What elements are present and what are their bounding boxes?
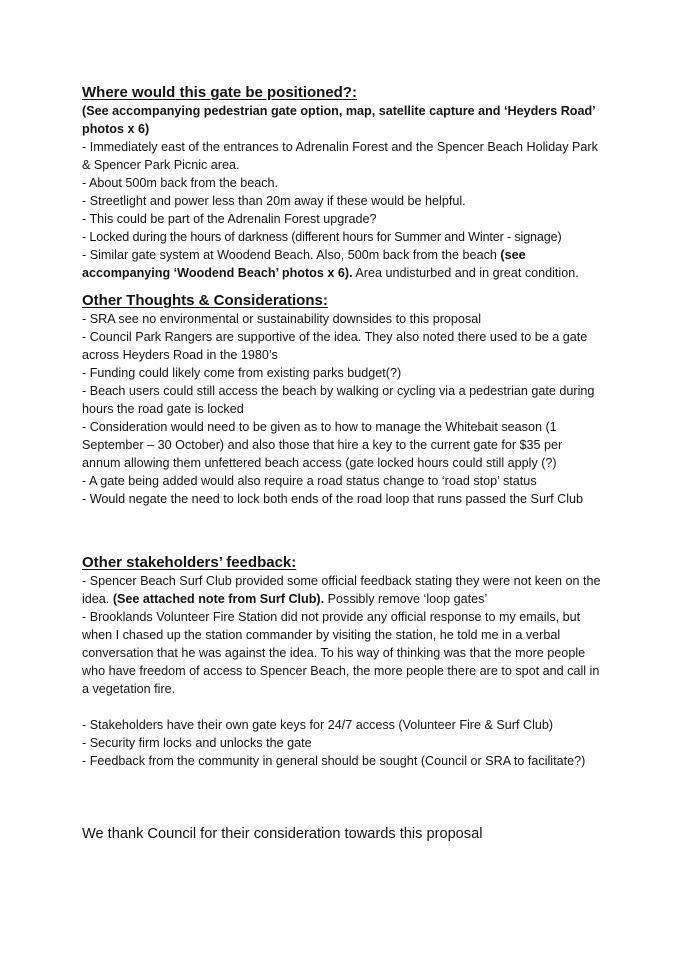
list-item-text: - Spencer Beach Surf Club provided some official feedback stating they were not keen on the idea. [82, 574, 601, 606]
list-item: - This could be part of the Adrenalin Forest upgrade? [82, 212, 377, 226]
list-item-text: Area undisturbed and in great condition. [352, 266, 579, 280]
section-intro: (See accompanying pedestrian gate option, map, satellite capture and ‘Heyders Road’ photos x 6) [82, 104, 595, 136]
list-item-emphasis: (see accompanying ‘Woodend Beach’ photos x 6). [82, 248, 526, 280]
section-stakeholder-feedback [82, 554, 602, 770]
section-gate-position [82, 84, 602, 282]
section-heading: Other stakeholders’ feedback: [82, 554, 297, 571]
list-item: - A gate being added would also require a road status change to ‘road stop’ status [82, 474, 537, 488]
list-item: - Consideration would need to be given as to how to manage the Whitebait season (1 September – 30 October) and also those that hire a key to the current gate for $35 per annum allowing them unfettered beach access (gate locked hours could still apply (?) [82, 420, 563, 470]
list-item: - Immediately east of the entrances to Adrenalin Forest and the Spencer Beach Holiday Park & Spencer Park Picnic area. [82, 140, 598, 172]
spacer [82, 698, 602, 716]
list-item: - Feedback from the community in general should be sought (Council or SRA to facilitate?) [82, 754, 586, 768]
section-heading: Other Thoughts & Considerations: [82, 292, 328, 309]
list-item [82, 572, 602, 608]
section-heading: Where would this gate be positioned?: [82, 84, 358, 101]
list-item: - Beach users could still access the beach by walking or cycling via a pedestrian gate during hours the road gate is locked [82, 384, 595, 416]
list-item: - Brooklands Volunteer Fire Station did not provide any official response to my emails, but when I chased up the station commander by visiting the station, he told me in a verbal conversation that he was against the idea. To his way of thinking was that the more people who have freedom of access to Spencer Beach, the more people there are to spot and call in a vegetation fire. [82, 610, 600, 696]
section-other-thoughts [82, 292, 602, 508]
list-item: - Would negate the need to lock both ends of the road loop that runs passed the Surf Club [82, 492, 584, 506]
list-item: - Funding could likely come from existing parks budget(?) [82, 366, 402, 380]
list-item [82, 246, 602, 282]
list-item: - SRA see no environmental or sustainability downsides to this proposal [82, 312, 482, 326]
list-item-emphasis: (See attached note from Surf Club). [112, 592, 325, 606]
list-item: - About 500m back from the beach. [82, 176, 279, 190]
list-item: - Stakeholders have their own gate keys for 24/7 access (Volunteer Fire & Surf Club) [82, 718, 554, 732]
closing-statement: We thank Council for their consideration towards this proposal [82, 826, 483, 842]
list-item: - Locked during the hours of darkness (different hours for Summer and Winter - signage) [82, 230, 562, 244]
list-item-text: Possibly remove ‘loop gates’ [324, 592, 488, 606]
list-item: - Streetlight and power less than 20m away if these would be helpful. [82, 194, 466, 208]
list-item: - Security firm locks and unlocks the gate [82, 736, 312, 750]
list-item: - Council Park Rangers are supportive of the idea. They also noted there used to be a gate across Heyders Road in the 1980’s [82, 330, 588, 362]
list-item-text: - Similar gate system at Woodend Beach. Also, 500m back from the beach [82, 248, 501, 262]
